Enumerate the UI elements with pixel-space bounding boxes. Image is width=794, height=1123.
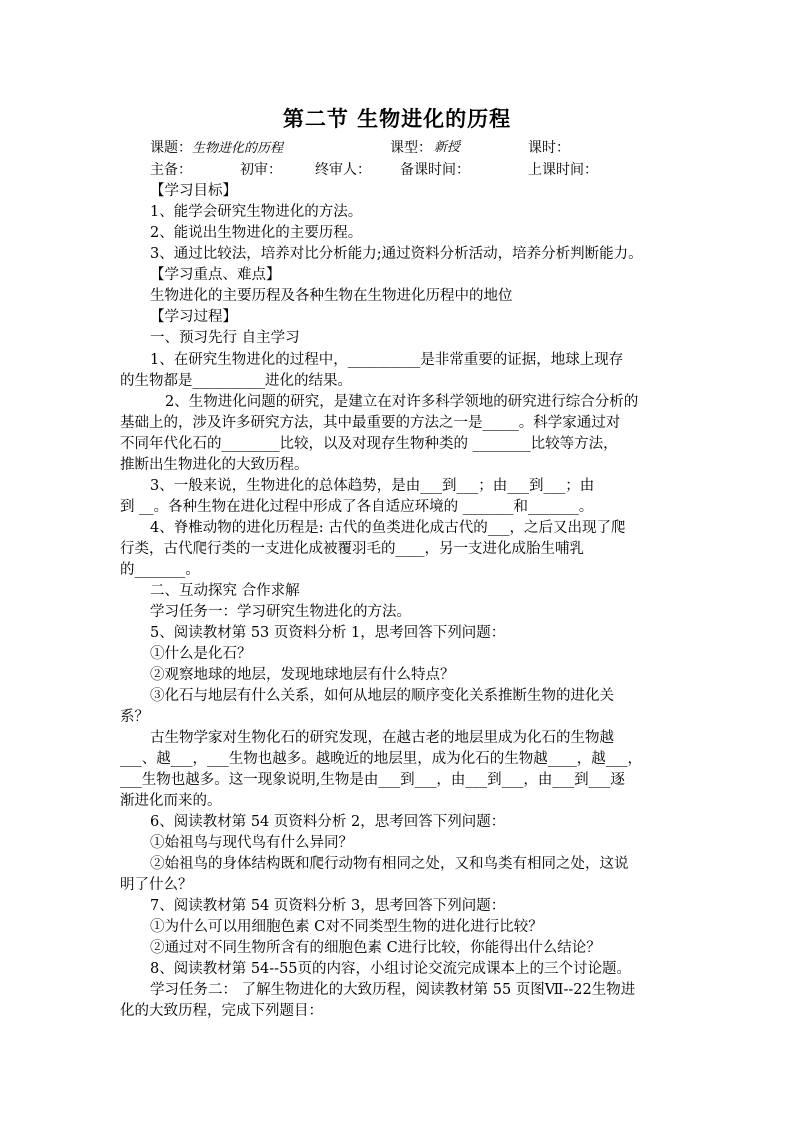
key-points-text: 生物进化的主要历程及各种生物在生物进化历程中的地位 <box>150 288 513 304</box>
main-prep-label: 主备： <box>150 162 192 178</box>
task-two-line-2: 化的大致历程，完成下列题目： <box>120 1003 323 1019</box>
meta-row-topic <box>150 138 710 159</box>
page-title: 第二节 生物进化的历程 <box>282 106 512 131</box>
section-one-heading: 一、预习先行 自主学习 <box>150 330 300 346</box>
fossil-paragraph-line-2: ___、越___，___生物也越多。越晚近的地层里，成为化石的生物越____，越___， <box>120 751 642 767</box>
objective-1: 1、能学会研究生物进化的方法。 <box>150 204 363 220</box>
task-one-heading: 学习任务一：学习研究生物进化的方法。 <box>150 604 411 620</box>
question-5-prompt: 5、阅读教材第 53 页资料分析 1，思考回答下列问题： <box>150 625 506 641</box>
meta-row-review <box>150 160 710 180</box>
question-5-item-3-line-1: ③化石与地层有什么关系，如何从地层的顺序变化关系推断生物的进化关 <box>150 688 614 704</box>
question-5-item-3-line-2: 系？ <box>120 709 149 725</box>
question-7-item-2: ②通过对不同生物所含有的细胞色素 C进行比较，你能得出什么结论？ <box>150 940 601 956</box>
question-5-item-2: ②观察地球的地层，发现地球地层有什么特点？ <box>150 667 455 683</box>
final-review-label: 终审人： <box>315 162 371 178</box>
question-2-line-4: 推断出生物进化的大致历程。 <box>120 457 309 473</box>
first-review-label: 初审： <box>240 162 282 178</box>
heading-objectives: 【学习目标】 <box>150 183 237 199</box>
heading-process: 【学习过程】 <box>150 309 237 325</box>
objective-2: 2、能说出生物进化的主要历程。 <box>150 225 363 241</box>
question-7-prompt: 7、阅读教材第 54 页资料分析 3，思考回答下列问题： <box>150 898 506 914</box>
fossil-paragraph-line-4: 渐进化而来的。 <box>120 793 222 809</box>
type-label: 课型： <box>390 140 432 156</box>
prep-time-label: 备课时间： <box>400 162 470 178</box>
heading-key-points: 【学习重点、难点】 <box>150 267 281 283</box>
question-2-line-3: 不同年代化石的________比较，以及对现存生物种类的 ________比较等方法， <box>120 436 618 452</box>
question-4-line-2: 行类，古代爬行类的一支进化成被覆羽毛的____，另一支进化成胎生哺乳 <box>120 541 584 557</box>
section-two-heading: 二、互动探究 合作求解 <box>150 583 300 599</box>
question-2-line-1: 2、生物进化问题的研究，是建立在对许多科学领地的研究进行综合分析的 <box>165 394 639 410</box>
question-5-item-1: ①什么是化石？ <box>150 646 252 662</box>
question-7-item-1: ①为什么可以用细胞色素 C对不同类型生物的进化进行比较？ <box>150 919 543 935</box>
question-1-line-2: 的生物都是__________进化的结果。 <box>120 373 352 389</box>
task-two-line-1: 学习任务二： 了解生物进化的大致历程，阅读教材第 55 页图Ⅶ--22生物进 <box>150 982 636 998</box>
question-2-line-2: 基础上的，涉及许多研究方法，其中最重要的方法之一是_____。科学家通过对 <box>120 415 621 431</box>
question-6-item-2-line-1: ②始祖鸟的身体结构既和爬行动物有相同之处，又和鸟类有相同之处，这说 <box>150 856 629 872</box>
period-label: 课时： <box>528 140 570 156</box>
fossil-paragraph-line-1: 古生物学家对生物化石的研究发现，在越古老的地层里成为化石的生物越 <box>150 730 614 746</box>
objective-3: 3、通过比较法，培养对比分析能力;通过资料分析活动，培养分析判断能力。 <box>150 246 643 262</box>
question-4-line-3: 的_______。 <box>120 562 200 578</box>
question-8-prompt: 8、阅读教材第 54--55页的内容，小组讨论交流完成课本上的三个讨论题。 <box>150 961 632 977</box>
question-1-line-1: 1、在研究生物进化的过程中，__________是非常重要的证据，地球上现存 <box>150 352 624 368</box>
question-3-line-1: 3、一般来说，生物进化的总体趋势，是由___到___；由___到___；由 <box>150 478 595 494</box>
question-6-prompt: 6、阅读教材第 54 页资料分析 2，思考回答下列问题： <box>150 814 506 830</box>
topic-label: 课题： <box>150 140 192 156</box>
topic-value: 生物进化的历程 <box>192 141 284 156</box>
fossil-paragraph-line-3: ___生物也越多。这一现象说明,生物是由___到___，由___到___，由___到___逐 <box>120 772 625 788</box>
question-4-line-1: 4、脊椎动物的进化历程是: 古代的鱼类进化成古代的___，之后又出现了爬 <box>150 520 626 536</box>
type-value: 新授 <box>434 140 461 155</box>
question-6-item-1: ①始祖鸟与现代鸟有什么异同？ <box>150 835 353 851</box>
question-6-item-2-line-2: 明了什么？ <box>120 877 193 893</box>
class-time-label: 上课时间： <box>528 162 598 178</box>
question-3-line-2: 到 __。各种生物在进化过程中形成了各自适应环境的 _______和_______。 <box>120 499 594 515</box>
